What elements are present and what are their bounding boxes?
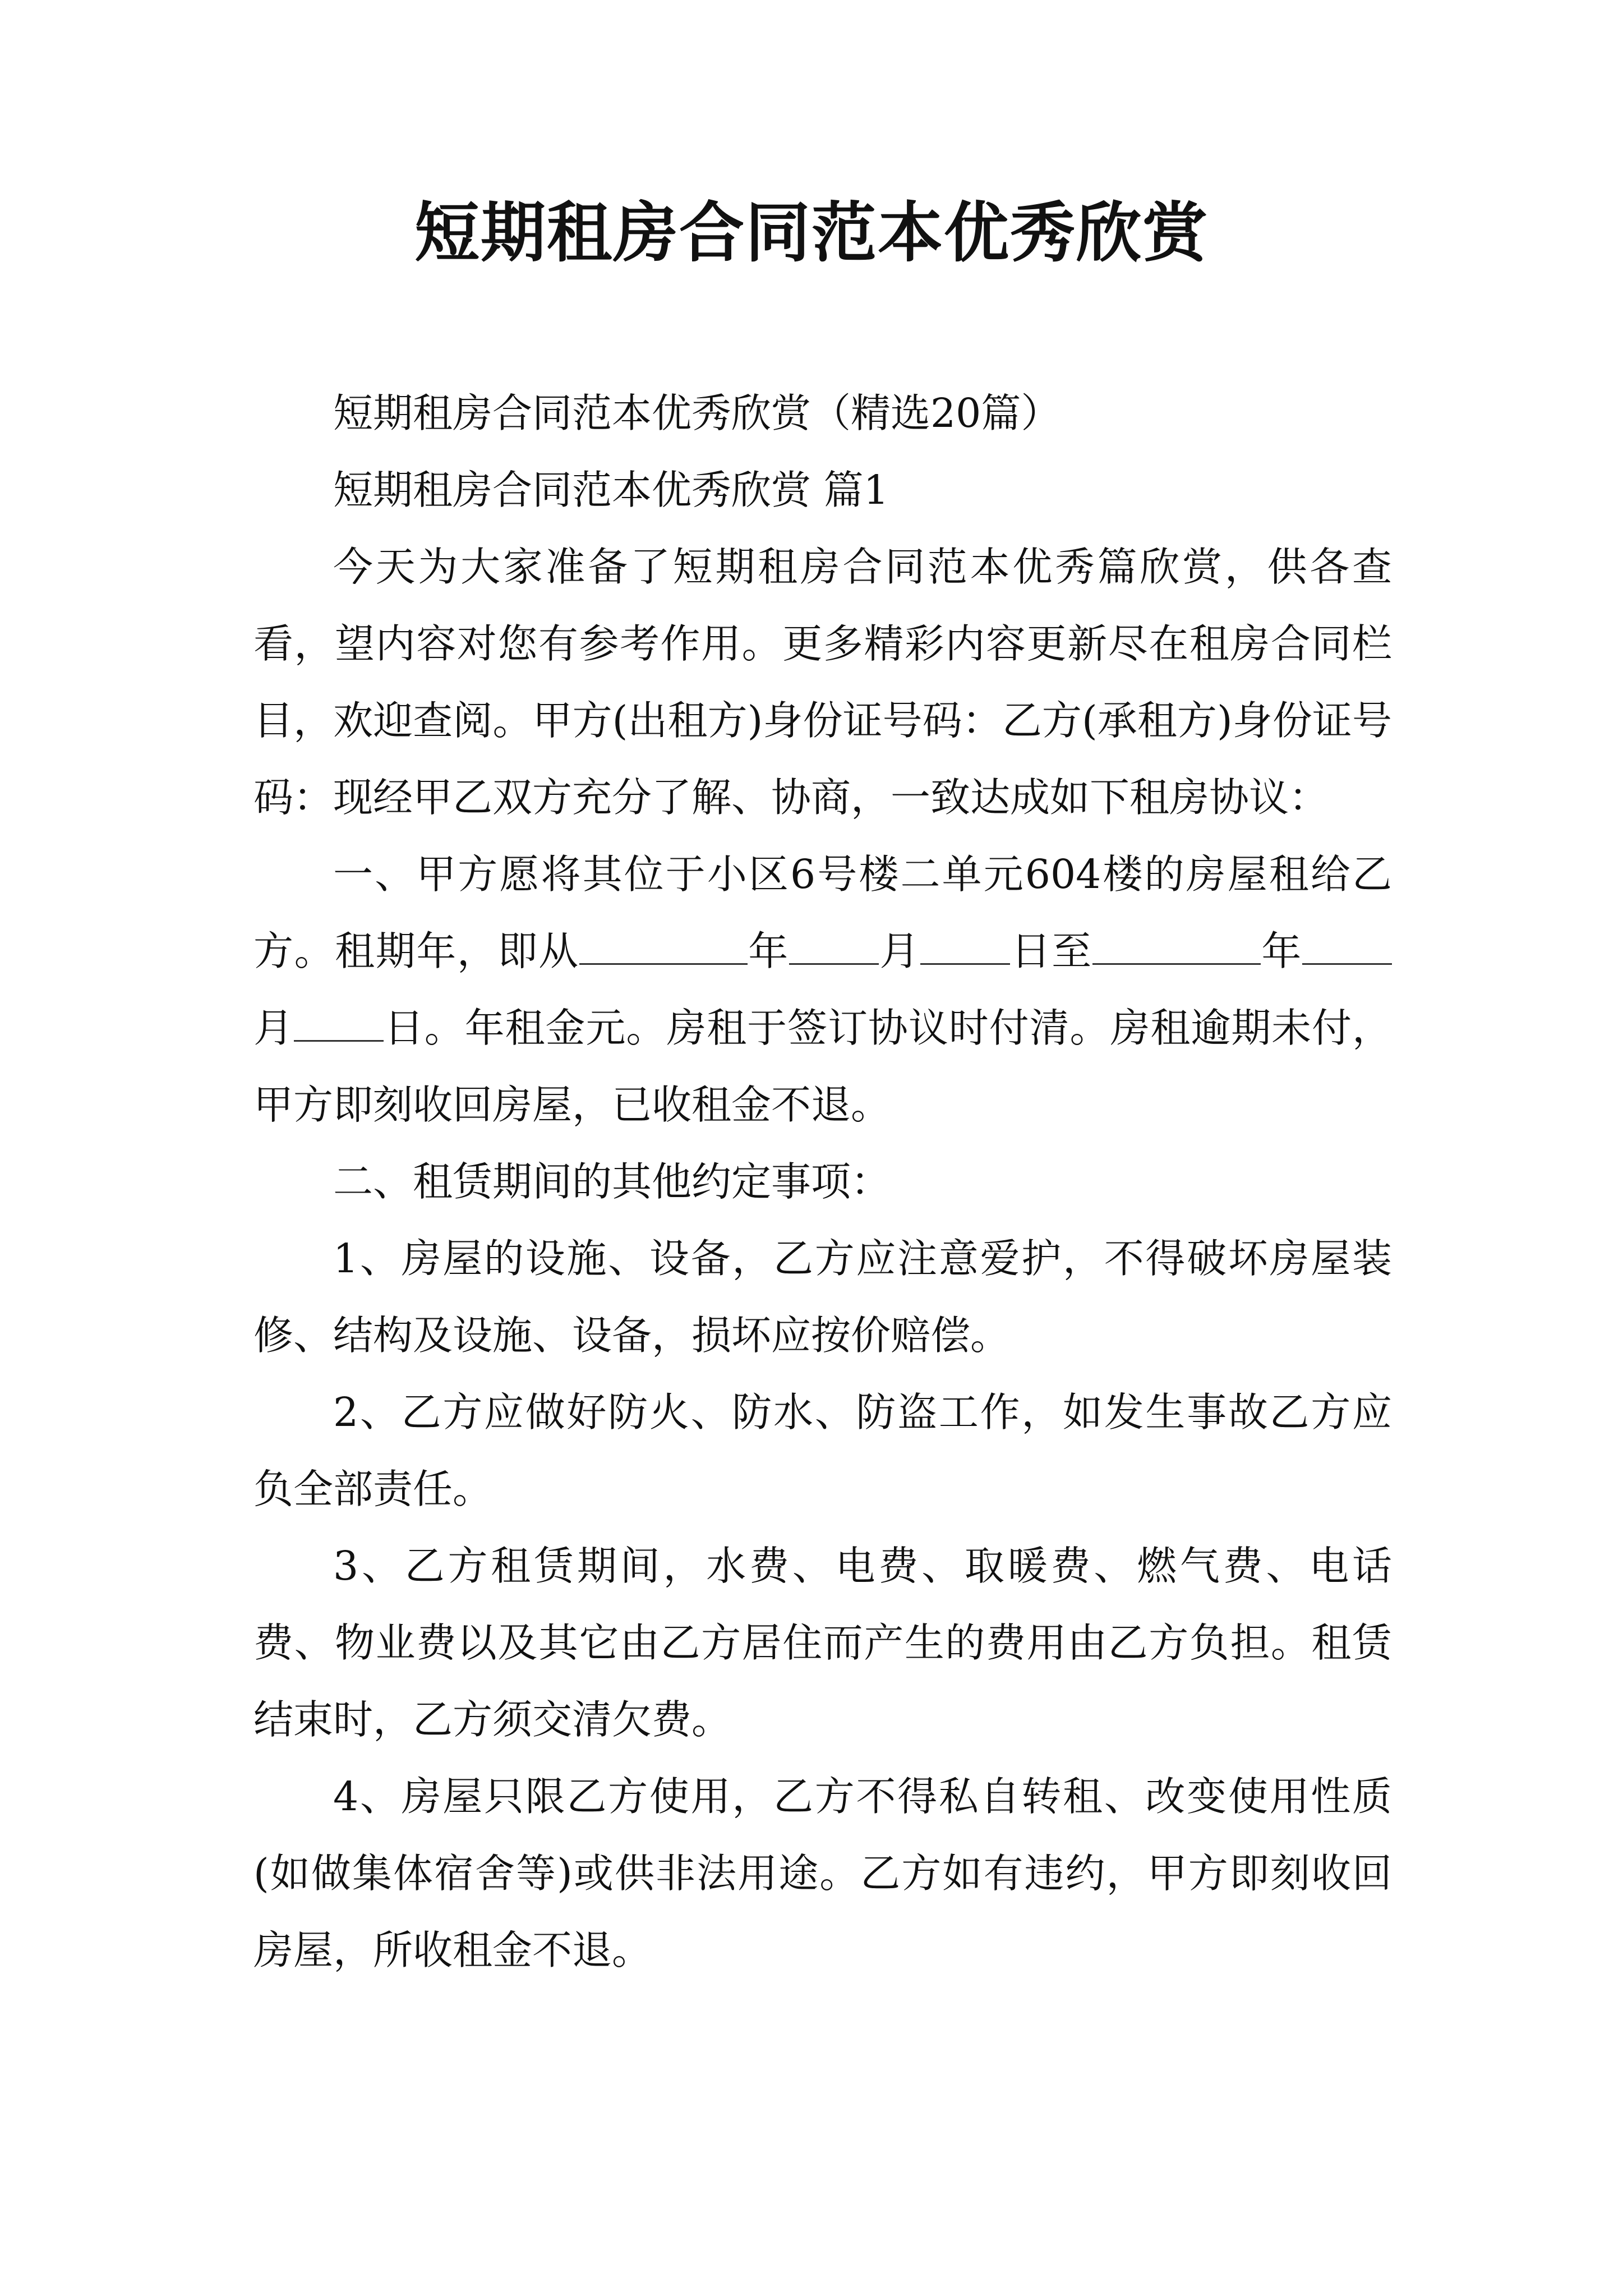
blank-start-month <box>789 923 879 965</box>
intro-paragraph: 今天为大家准备了短期租房合同范本优秀篇欣赏，供各查看，望内容对您有参考作用。更多精彩内容更新尽在租房合同栏目，欢迎查阅。甲方(出租方)身份证号码：乙方(承租方)身份证号码：现经甲乙双方充分了解、协商，一致达成如下租房协议： <box>253 544 1392 821</box>
document-subtitle: 短期租房合同范本优秀欣赏（精选20篇） <box>333 390 1061 436</box>
clause-1-text-a: 一、甲方愿将其位于小区6号楼二单元604楼的房屋租给乙方。租期年，即从 <box>253 851 1392 974</box>
clause-1-month-label: 月 <box>878 928 921 974</box>
clause-1-year2-label: 年 <box>1260 928 1302 974</box>
clause-1-year-label: 年 <box>747 928 789 974</box>
clause-item-2: 2、乙方应做好防火、防水、防盗工作，如发生事故乙方应负全部责任。 <box>253 1389 1392 1512</box>
clause-1-paragraph <box>253 836 1392 1143</box>
clause-2-heading: 二、租赁期间的其他约定事项： <box>333 1158 891 1205</box>
blank-end-month <box>1302 923 1392 965</box>
clause-1-text-b: 日。年租金元。房租于签订协议时付清。房租逾期未付，甲方即刻收回房屋，已收租金不退。 <box>253 1005 1392 1128</box>
clause-item-4: 4、房屋只限乙方使用，乙方不得私自转租、改变使用性质(如做集体宿舍等)或供非法用途。乙方如有违约，甲方即刻收回房屋，所收租金不退。 <box>253 1773 1392 1973</box>
document-title: 短期租房合同范本优秀欣赏 <box>414 195 1209 271</box>
blank-end-year <box>1092 923 1261 965</box>
clause-1-day-to-label: 日至 <box>1010 928 1092 974</box>
clause-1-month2-label: 月 <box>253 1005 294 1051</box>
clause-item-3: 3、乙方租赁期间，水费、电费、取暖费、燃气费、电话费、物业费以及其它由乙方居住而产生的费用由乙方负担。租赁结束时，乙方须交清欠费。 <box>253 1543 1392 1743</box>
document-body <box>253 375 1392 1989</box>
section-heading: 短期租房合同范本优秀欣赏 篇1 <box>333 467 889 513</box>
blank-start-day <box>920 923 1010 965</box>
blank-start-year <box>579 923 748 965</box>
blank-end-day <box>294 1000 384 1042</box>
clause-item-1: 1、房屋的设施、设备，乙方应注意爱护，不得破坏房屋装修、结构及设施、设备，损坏应按价赔偿。 <box>253 1235 1392 1359</box>
